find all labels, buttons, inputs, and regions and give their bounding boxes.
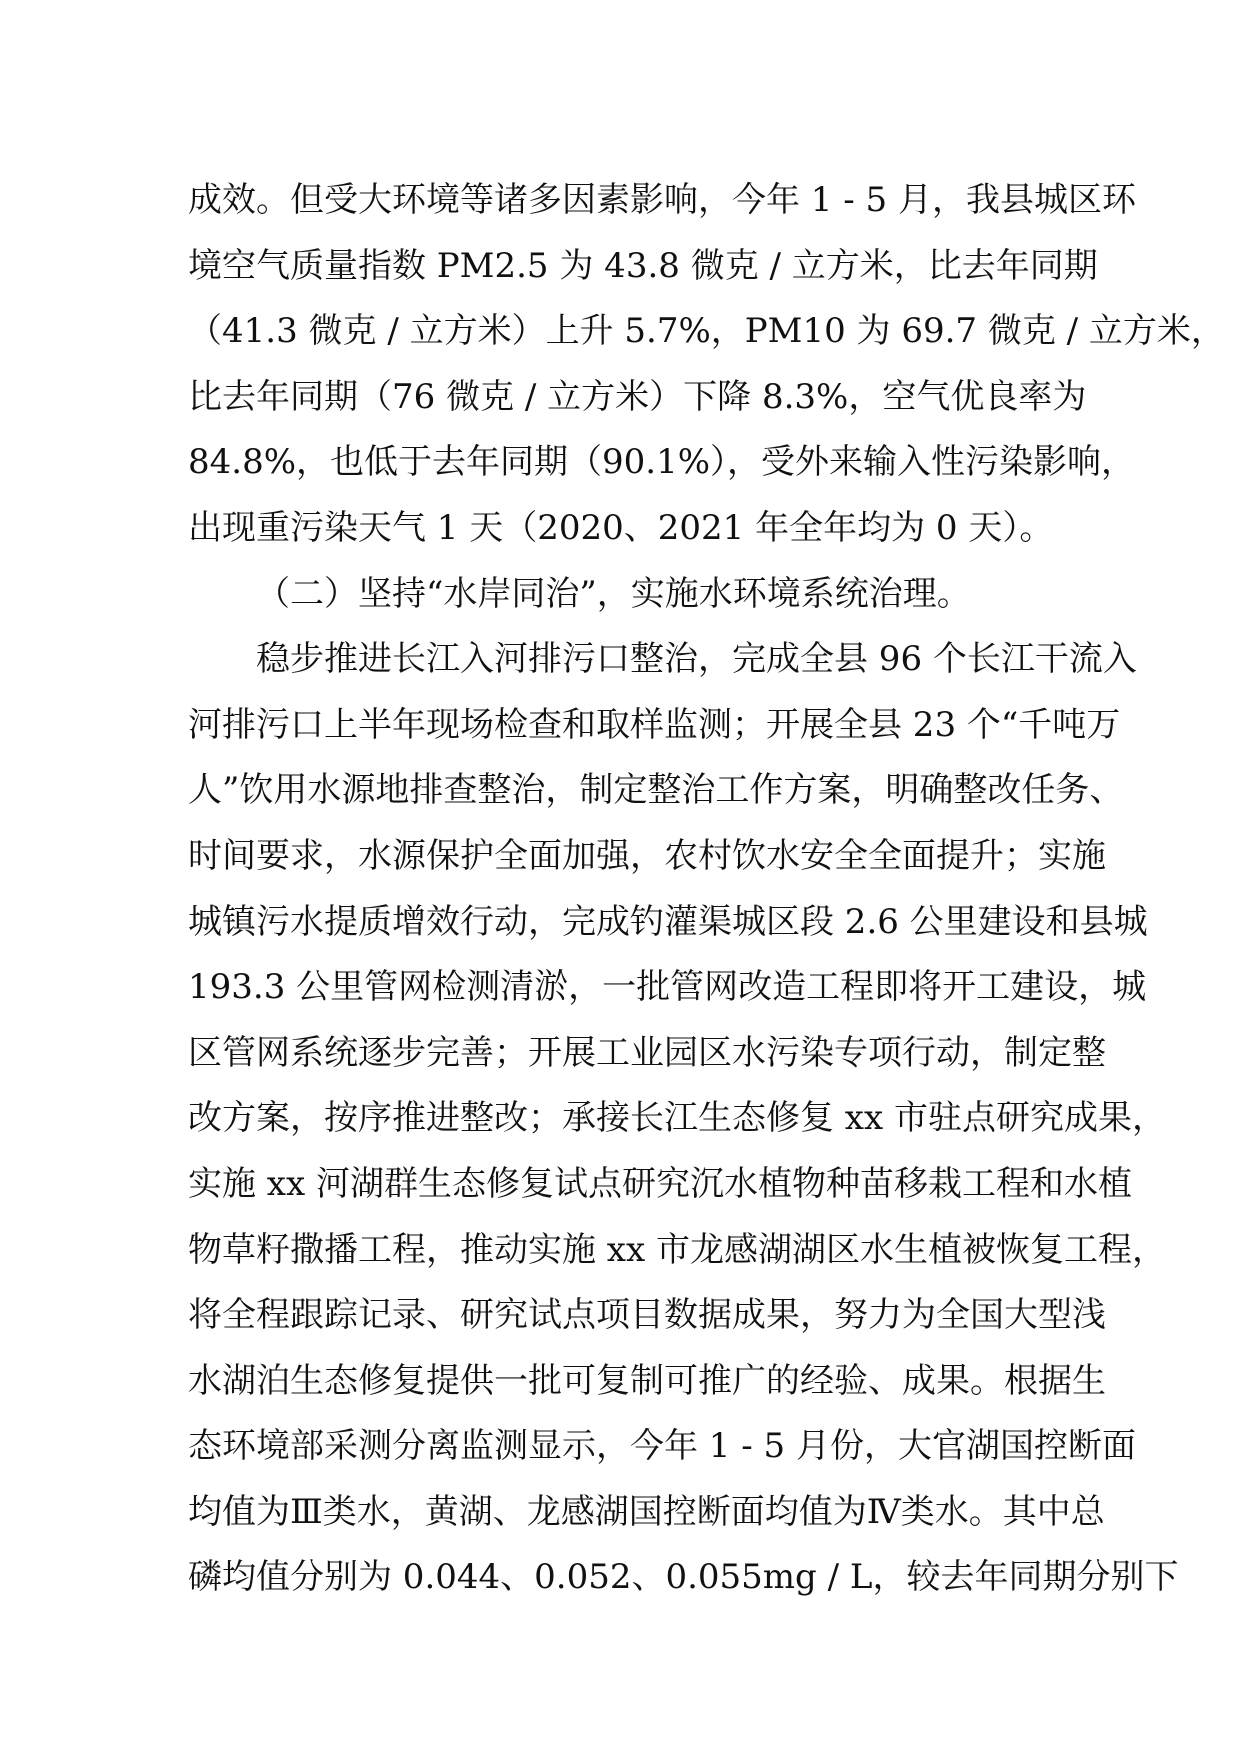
text-line: 态环境部采测分离监测显示，今年 1 - 5 月份，大官湖国控断面 [188,1426,1136,1467]
text-line: 84.8%，也低于去年同期（90.1%），受外来输入性污染影响， [188,442,1136,483]
body-text [188,168,1225,1611]
text-line: 193.3 公里管网检测清淤，一批管网改造工程即将开工建设，城 [188,967,1147,1008]
text-line: 比去年同期（76 微克 / 立方米）下降 8.3%，空气优良率为 [188,376,1087,417]
text-line: （41.3 微克 / 立方米）上升 5.7%，PM10 为 69.7 微克 / 立方米， [188,311,1225,352]
text-line: 境空气质量指数 PM2.5 为 43.8 微克 / 立方米，比去年同期 [188,245,1098,286]
text-line: 均值为Ⅲ类水，黄湖、龙感湖国控断面均值为Ⅳ类水。其中总 [188,1491,1105,1532]
section-heading: （二）坚持“水岸同治”，实施水环境系统治理。 [256,573,971,614]
text-line: 时间要求，水源保护全面加强，农村饮水安全全面提升；实施 [188,835,1106,876]
text-line: 实施 xx 河湖群生态修复试点研究沉水植物种苗移栽工程和水植 [188,1163,1132,1204]
text-line: 成效。但受大环境等诸多因素影响，今年 1 - 5 月，我县城区环 [188,180,1136,220]
text-line: 河排污口上半年现场检查和取样监测；开展全县 23 个“千吨万 [188,704,1121,745]
text-line: 改方案，按序推进整改；承接长江生态修复 xx 市驻点研究成果， [188,1098,1166,1139]
text-line: 人”饮用水源地排查整治，制定整治工作方案，明确整改任务、 [188,770,1124,811]
text-line: 区管网系统逐步完善；开展工业园区水污染专项行动，制定整 [188,1032,1106,1073]
text-line: 磷均值分别为 0.044、0.052、0.055mg / L，较去年同期分别下 [188,1557,1179,1598]
text-line: 物草籽撒播工程，推动实施 xx 市龙感湖湖区水生植被恢复工程， [188,1229,1166,1270]
paragraph-first-line: 稳步推进长江入河排污口整治，完成全县 96 个长江干流入 [256,639,1137,680]
text-line: 水湖泊生态修复提供一批可复制可推广的经验、成果。根据生 [188,1360,1106,1401]
text-line: 城镇污水提质增效行动，完成钓灌渠城区段 2.6 公里建设和县城 [188,901,1148,942]
text-line: 出现重污染天气 1 天（2020、2021 年全年均为 0 天）。 [188,507,1054,548]
text-line: 将全程跟踪记录、研究试点项目数据成果，努力为全国大型浅 [188,1295,1106,1336]
